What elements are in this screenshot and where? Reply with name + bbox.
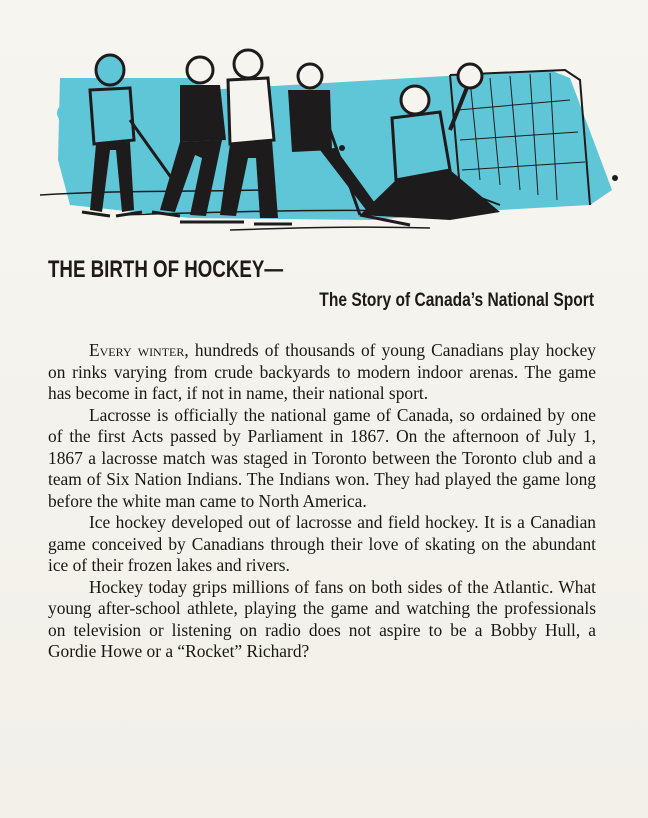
paragraph-1 <box>48 340 596 405</box>
paragraph-1-lead: Every winter <box>89 340 185 360</box>
puck-dot-blue <box>57 104 75 122</box>
article-body <box>48 340 596 663</box>
puck-spot <box>612 175 618 181</box>
hockey-players-illustration <box>30 40 620 240</box>
paragraph-1-text: , hundreds of thousands of young Canadians play hockey on rinks varying from crude backyards to modern indoor arenas. The game has become in fact, if not in name, their national sport. <box>48 340 596 403</box>
paragraph-2: Lacrosse is officially the national game of Canada, so ordained by one of the first Acts passed by Parliament in 1867. On the afternoon of July 1, 1867 a lacrosse match was staged in Toronto between the Toronto club and a team of Six Nation Indians. The Indians won. They had played the game long before the white man came to North America. <box>48 404 596 511</box>
page-subtitle: The Story of Canada’s National Sport <box>319 290 594 311</box>
paragraph-4: Hockey today grips millions of fans on both sides of the Atlantic. What young after-school athlete, playing the game and watching the professionals on television or listening on radio does not aspire to be a Bobby Hull, a Gordie Howe or a “Rocket” Richard? <box>48 576 596 661</box>
puck <box>339 145 345 151</box>
page-title: THE BIRTH OF HOCKEY— <box>48 256 284 283</box>
paragraph-3: Ice hockey developed out of lacrosse and field hockey. It is a Canadian game conceived by Canadians through their love of skating on the abundant ice of their frozen lakes and rivers. <box>48 512 596 575</box>
